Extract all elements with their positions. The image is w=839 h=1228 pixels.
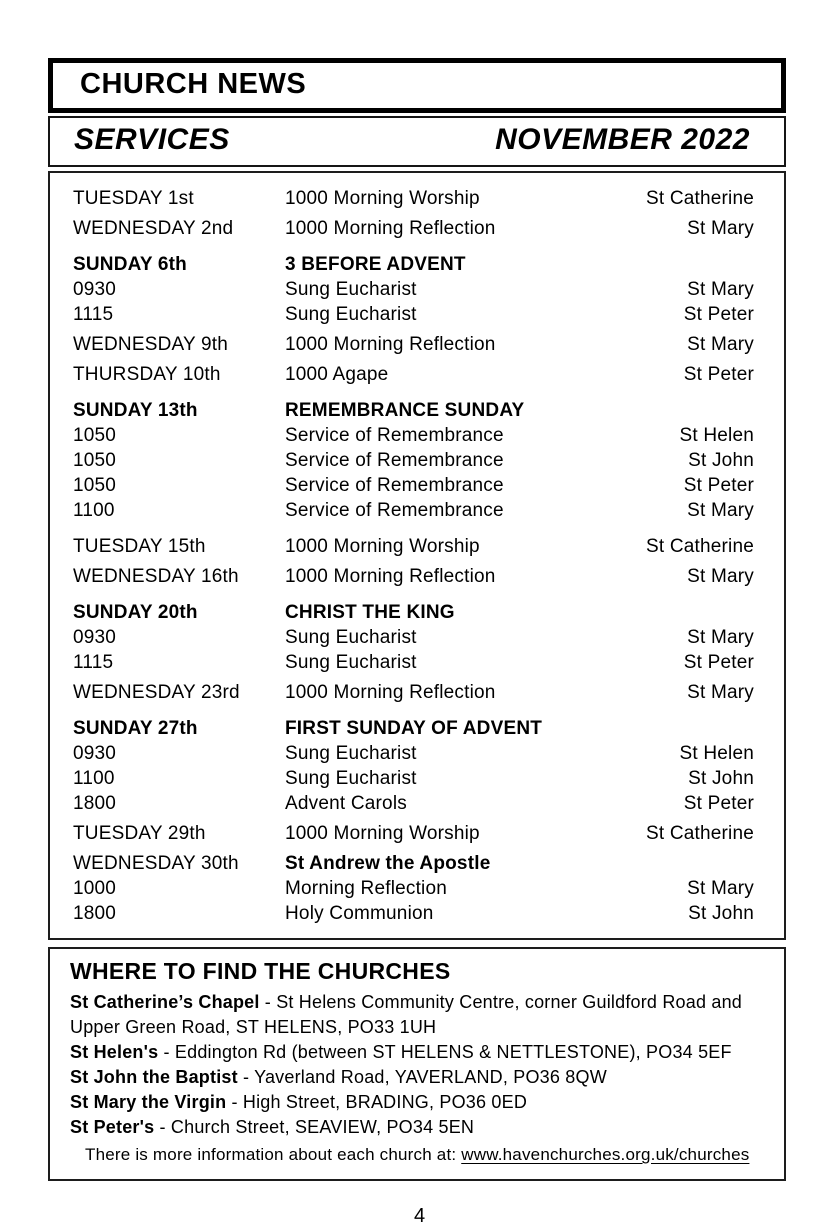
where-to-find-title: WHERE TO FIND THE CHURCHES xyxy=(70,957,451,984)
service-church: St Peter xyxy=(683,363,754,385)
service-row xyxy=(73,600,754,625)
service-row xyxy=(73,650,754,675)
service-day: WEDNESDAY 16th xyxy=(73,565,239,587)
service-day: WEDNESDAY 23rd xyxy=(73,681,240,703)
service-day: 1100 xyxy=(73,499,115,521)
church-location-item xyxy=(70,990,762,1040)
service-description: FIRST SUNDAY OF ADVENT xyxy=(285,717,543,739)
service-church: St Catherine xyxy=(645,822,754,844)
service-row xyxy=(73,766,754,791)
service-church: St Mary xyxy=(687,626,754,648)
service-row xyxy=(73,564,754,589)
service-day: SUNDAY 13th xyxy=(73,399,198,421)
church-locations-section xyxy=(48,947,786,1181)
service-row xyxy=(73,186,754,211)
service-church: St Helen xyxy=(679,742,754,764)
more-info-text: There is more information about each church at: xyxy=(85,1144,462,1164)
service-description: Advent Carols xyxy=(285,792,407,814)
service-day: 1050 xyxy=(73,424,117,446)
more-info-line xyxy=(70,1143,762,1167)
service-description: 1000 Morning Reflection xyxy=(285,217,496,239)
service-row xyxy=(73,901,754,926)
service-church: St John xyxy=(688,449,754,471)
service-church: St Peter xyxy=(683,792,754,814)
service-description: Morning Reflection xyxy=(285,877,448,899)
church-name: St John the Baptist xyxy=(70,1066,238,1087)
service-church: St Mary xyxy=(687,565,754,587)
service-description: Sung Eucharist xyxy=(285,278,417,300)
service-church: St Mary xyxy=(687,877,754,899)
church-location-item xyxy=(70,1040,762,1065)
service-row xyxy=(73,534,754,559)
service-description: Service of Remembrance xyxy=(285,424,504,446)
service-row xyxy=(73,625,754,650)
service-row xyxy=(73,216,754,241)
service-day: TUESDAY 15th xyxy=(73,535,206,557)
service-church: St John xyxy=(688,767,754,789)
service-day: TUESDAY 29th xyxy=(73,822,206,844)
service-description: 1000 Morning Worship xyxy=(285,187,480,209)
service-day: 1000 xyxy=(73,877,117,899)
service-row xyxy=(73,252,754,277)
service-day: WEDNESDAY 9th xyxy=(73,333,228,355)
service-row xyxy=(73,821,754,846)
service-description: Sung Eucharist xyxy=(285,767,417,789)
service-church: St Peter xyxy=(683,303,754,325)
service-day: SUNDAY 27th xyxy=(73,717,198,739)
service-description: 1000 Agape xyxy=(285,363,389,385)
church-name: St Helen's xyxy=(70,1041,159,1062)
service-row xyxy=(73,277,754,302)
page-number: 4 xyxy=(413,1204,426,1227)
service-description: 1000 Morning Reflection xyxy=(285,333,496,355)
service-day: WEDNESDAY 2nd xyxy=(73,217,234,239)
service-row xyxy=(73,716,754,741)
service-day: THURSDAY 10th xyxy=(73,363,221,385)
service-church: St Peter xyxy=(683,651,754,673)
service-day: 1100 xyxy=(73,767,115,789)
service-church: St Catherine xyxy=(645,187,754,209)
service-day: WEDNESDAY 30th xyxy=(73,852,239,874)
service-row xyxy=(73,851,754,876)
church-address: - Eddington Rd (between ST HELENS & NETTLESTONE), PO34 5EF xyxy=(158,1041,732,1062)
service-day: 1800 xyxy=(73,902,117,924)
month-year-heading: NOVEMBER 2022 xyxy=(495,122,750,156)
service-description: 1000 Morning Reflection xyxy=(285,681,496,703)
service-church: St Helen xyxy=(679,424,754,446)
service-day: 1800 xyxy=(73,792,117,814)
service-description: REMEMBRANCE SUNDAY xyxy=(285,399,525,421)
service-row xyxy=(73,423,754,448)
church-name: St Mary the Virgin xyxy=(70,1091,227,1112)
services-table xyxy=(48,171,786,940)
service-description: 3 BEFORE ADVENT xyxy=(285,253,466,275)
service-row xyxy=(73,741,754,766)
church-news-banner xyxy=(48,58,786,113)
church-address: - High Street, BRADING, PO36 0ED xyxy=(226,1091,528,1112)
service-day: 1115 xyxy=(73,303,114,325)
services-header-bar xyxy=(48,116,786,167)
church-location-item xyxy=(70,1090,762,1115)
service-church: St Mary xyxy=(687,333,754,355)
service-description: Sung Eucharist xyxy=(285,303,417,325)
service-description: St Andrew the Apostle xyxy=(285,852,491,874)
service-row xyxy=(73,332,754,357)
service-row xyxy=(73,302,754,327)
service-description: Sung Eucharist xyxy=(285,651,417,673)
service-day: 0930 xyxy=(73,626,117,648)
church-address: - Church Street, SEAVIEW, PO34 5EN xyxy=(154,1116,475,1137)
church-name: St Catherine’s Chapel xyxy=(70,991,260,1012)
church-location-item xyxy=(70,1115,762,1140)
church-locations-list xyxy=(70,990,762,1140)
services-heading: SERVICES xyxy=(74,122,230,156)
service-description: Service of Remembrance xyxy=(285,499,504,521)
service-day: 1115 xyxy=(73,651,114,673)
service-description: Service of Remembrance xyxy=(285,449,504,471)
service-church: St Mary xyxy=(687,217,754,239)
service-row xyxy=(73,398,754,423)
service-description: Holy Communion xyxy=(285,902,434,924)
church-address: - Yaverland Road, YAVERLAND, PO36 8QW xyxy=(237,1066,607,1087)
service-row xyxy=(73,680,754,705)
service-row xyxy=(73,362,754,387)
service-day: 0930 xyxy=(73,278,117,300)
page-title: CHURCH NEWS xyxy=(80,68,307,100)
service-description: 1000 Morning Worship xyxy=(285,822,480,844)
service-description: Sung Eucharist xyxy=(285,742,417,764)
service-row xyxy=(73,876,754,901)
service-day: SUNDAY 6th xyxy=(73,253,187,275)
service-description: Sung Eucharist xyxy=(285,626,417,648)
service-church: St Catherine xyxy=(645,535,754,557)
service-description: 1000 Morning Worship xyxy=(285,535,480,557)
churches-website-link[interactable]: www.havenchurches.org.uk/churches xyxy=(461,1144,750,1164)
service-row xyxy=(73,791,754,816)
service-church: St John xyxy=(688,902,754,924)
service-church: St Mary xyxy=(687,681,754,703)
church-location-item xyxy=(70,1065,762,1090)
service-day: 1050 xyxy=(73,474,117,496)
service-church: St Peter xyxy=(683,474,754,496)
service-day: TUESDAY 1st xyxy=(73,187,194,209)
service-row xyxy=(73,498,754,523)
church-address: - St Helens Community Centre, corner Guildford Road and Upper Green Road, ST HELENS, PO33 1UH xyxy=(70,991,743,1037)
service-church: St Mary xyxy=(687,278,754,300)
service-description: Service of Remembrance xyxy=(285,474,504,496)
service-day: 1050 xyxy=(73,449,117,471)
service-row xyxy=(73,448,754,473)
service-day: 0930 xyxy=(73,742,117,764)
service-row xyxy=(73,473,754,498)
church-name: St Peter's xyxy=(70,1116,155,1137)
service-description: CHRIST THE KING xyxy=(285,601,455,623)
service-church: St Mary xyxy=(687,499,754,521)
service-description: 1000 Morning Reflection xyxy=(285,565,496,587)
service-day: SUNDAY 20th xyxy=(73,601,198,623)
